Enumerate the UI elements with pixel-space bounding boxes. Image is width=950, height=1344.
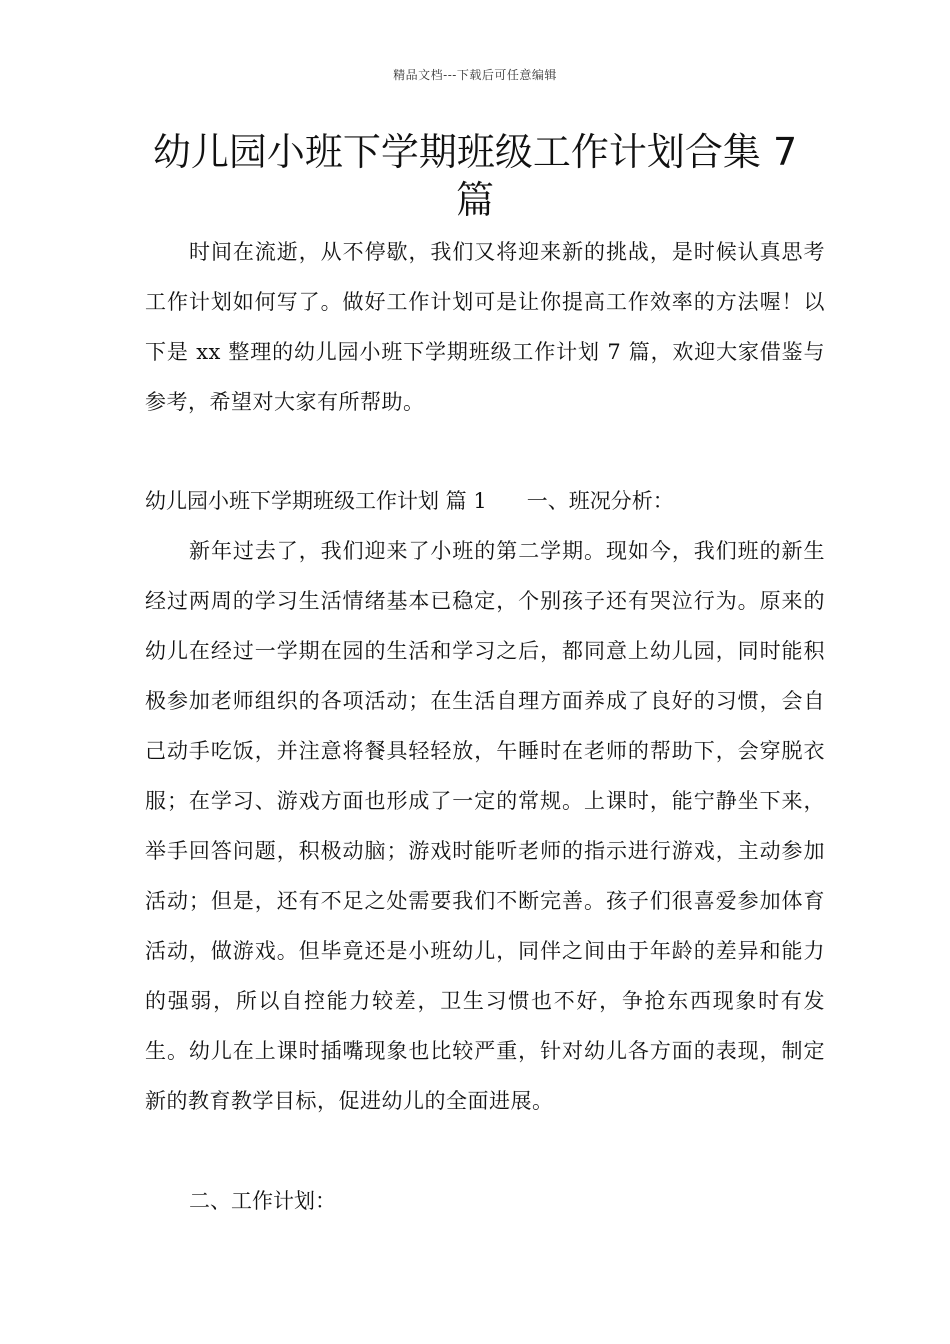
paragraph-class-analysis: 新年过去了，我们迎来了小班的第二学期。现如今，我们班的新生经过两周的学习生活情绪基本已稳定，个别孩子还有哭泣行为。原来的幼儿在经过一学期在园的生活和学习之后，都同意上幼儿园，同时能积极参加老师组织的各项活动；在生活自理方面养成了良好的习惯，会自己动手吃饭，并注意将餐具轻轻放，午睡时在老师的帮助下，会穿脱衣服；在学习、游戏方面也形成了一定的常规。上课时，能宁静坐下来，举手回答问题，积极动脑；游戏时能听老师的指示进行游戏，主动参加活动；但是，还有不足之处需要我们不断完善。孩子们很喜爱参加体育活动，做游戏。但毕竟还是小班幼儿，同伴之间由于年龄的差异和能力的强弱，所以自控能力较差，卫生习惯也不好，争抢东西现象时有发生。幼儿在上课时插嘴现象也比较严重，针对幼儿各方面的表现，制定新的教育教学目标，促进幼儿的全面进展。 — [145, 539, 825, 1113]
intro-paragraph: 时间在流逝，从不停歇，我们又将迎来新的挑战，是时候认真思考工作计划如何写了。做好工作计划可是让你提高工作效率的方法喔！以下是 xx 整理的幼儿园小班下学期班级工作计划 7 篇，欢迎大家借鉴与参考，希望对大家有所帮助。 — [145, 240, 825, 414]
subheading-work-plan: 二、工作计划： — [189, 1189, 336, 1213]
section-subtitle: 一、班况分析： — [526, 489, 674, 513]
section-heading — [145, 476, 825, 526]
document-title — [130, 128, 820, 224]
title-line-1: 幼儿园小班下学期班级工作计划合集 7 — [152, 130, 798, 174]
header-note: 精品文档---下载后可任意编辑 — [393, 68, 557, 82]
section-title: 幼儿园小班下学期班级工作计划 篇 1 — [145, 489, 487, 513]
title-line-2: 篇 — [455, 178, 494, 222]
